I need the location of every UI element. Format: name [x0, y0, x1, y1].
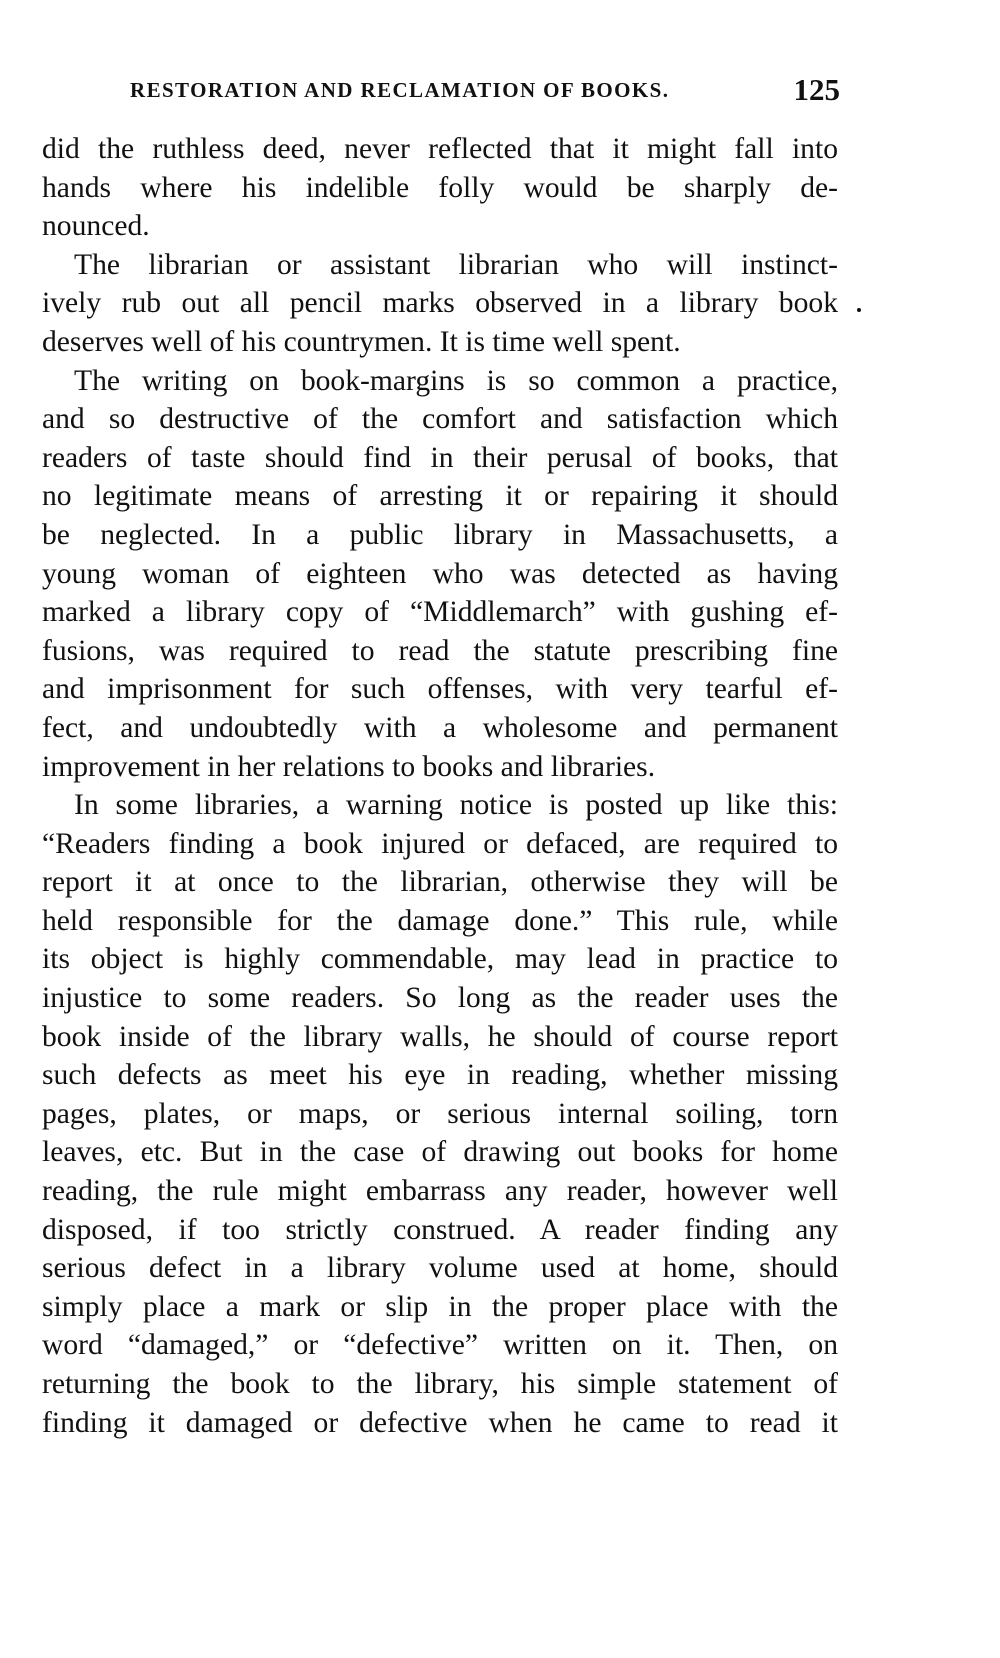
text-line: “Readers finding a book injured or defaced, are required to [42, 827, 838, 860]
text-line: disposed, if too strictly construed. A reader finding any [42, 1213, 838, 1246]
text-line: finding it damaged or defective when he came to read it [42, 1406, 838, 1439]
text-line: leaves, etc. But in the case of drawing out books for home [42, 1136, 838, 1169]
text-line: serious defect in a library volume used at home, should [42, 1252, 838, 1285]
text-line: held responsible for the damage done.” This rule, while [42, 904, 838, 937]
text-line: The writing on book-margins is so common a practice, [74, 364, 838, 397]
text-line: fect, and undoubtedly with a wholesome and permanent [42, 711, 838, 744]
text-line: young woman of eighteen who was detected as having [42, 557, 838, 590]
running-head [130, 72, 840, 112]
text-line: ively rub out all pencil marks observed in a library book [42, 287, 838, 320]
text-line: marked a library copy of “Middlemarch” with gushing ef- [42, 596, 838, 629]
text-line: reading, the rule might embarrass any reader, however well [42, 1175, 838, 1208]
text-line: pages, plates, or maps, or serious internal soiling, torn [42, 1097, 838, 1130]
text-line: returning the book to the library, his simple statement of [42, 1368, 838, 1400]
text-line: injustice to some readers. So long as the reader uses the [42, 982, 838, 1015]
text-line: deserves well of his countrymen. It is time well spent. [42, 325, 681, 358]
text-line: word “damaged,” or “defective” written on it. Then, on [42, 1329, 838, 1362]
text-line: report it at once to the librarian, otherwise they will be [42, 866, 838, 899]
page-number: 125 [793, 72, 840, 107]
text-line: The librarian or assistant librarian who will instinct- [74, 248, 838, 281]
text-line: nounced. [42, 210, 150, 243]
text-line: and so destructive of the comfort and satisfaction which [42, 403, 838, 436]
running-title: RESTORATION AND RECLAMATION OF BOOKS. [130, 78, 670, 102]
text-line: such defects as meet his eye in reading, whether missing [42, 1059, 838, 1092]
text-line: no legitimate means of arresting it or repairing it should [42, 480, 838, 513]
body-text [42, 130, 838, 1442]
text-line: hands where his indelible folly would be sharply de- [42, 171, 838, 204]
text-line: be neglected. In a public library in Massachusetts, a [42, 518, 838, 551]
text-line: fusions, was required to read the statute prescribing fine [42, 634, 838, 667]
text-line: simply place a mark or slip in the proper place with the [42, 1290, 838, 1323]
text-line: readers of taste should find in their perusal of books, that [42, 441, 838, 474]
margin-dot-mark [857, 308, 861, 312]
text-line: did the ruthless deed, never reflected that it might fall into [42, 133, 838, 165]
text-line: In some libraries, a warning notice is posted up like this: [74, 789, 838, 822]
text-line: book inside of the library walls, he should of course report [42, 1020, 838, 1053]
text-line: improvement in her relations to books and libraries. [42, 750, 656, 783]
text-line: its object is highly commendable, may lead in practice to [42, 943, 838, 976]
text-line: and imprisonment for such offenses, with very tearful ef- [42, 673, 838, 706]
